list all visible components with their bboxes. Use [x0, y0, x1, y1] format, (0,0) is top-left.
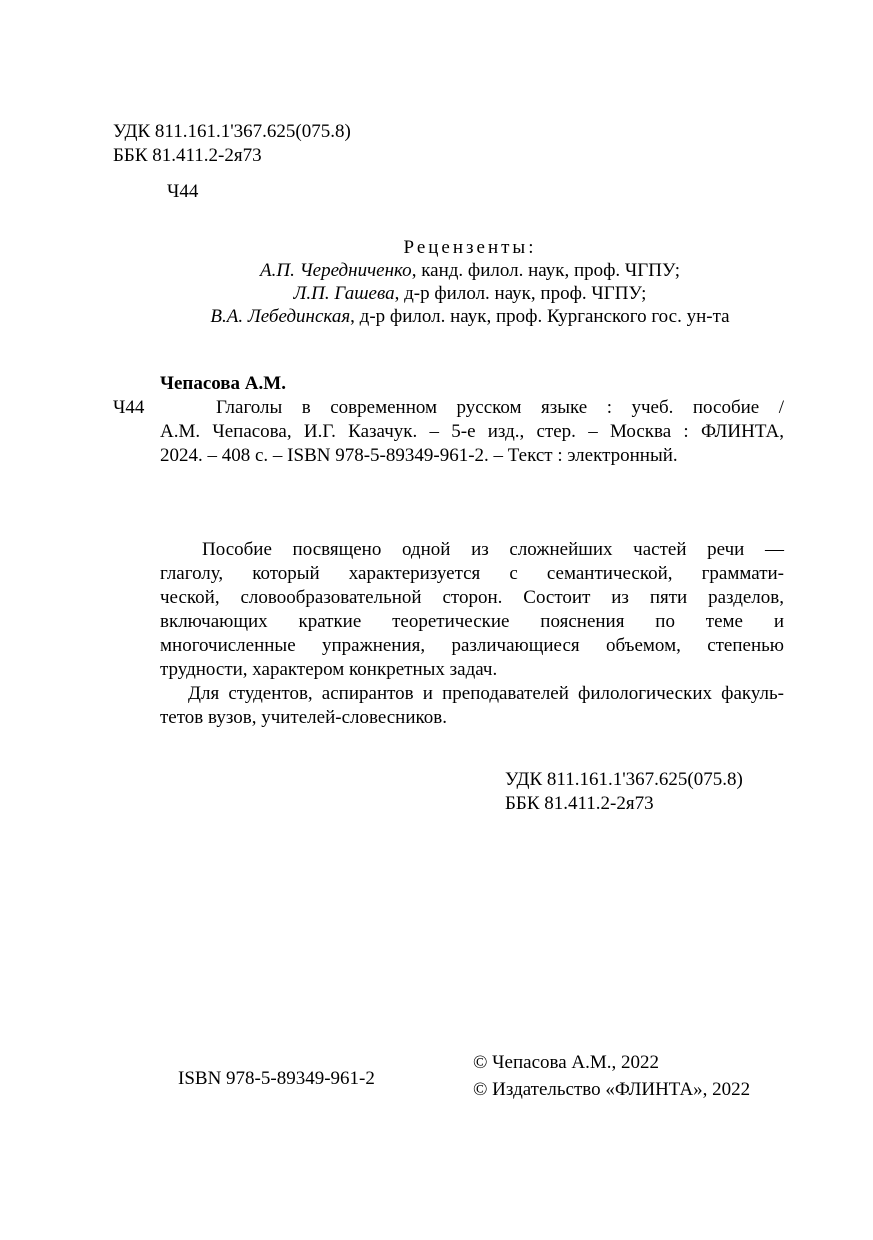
audience-line: Для студентов, аспирантов и преподавателей филологических факуль-: [188, 683, 784, 704]
bibliographic-description: [160, 396, 784, 468]
biblio-line: А.М. Чепасова, И.Г. Казачук. – 5-е изд., стер. – Москва : ФЛИНТА,: [160, 421, 784, 442]
bbk-code: ББК 81.411.2-2я73: [505, 793, 654, 814]
reviewer-line: [150, 282, 790, 305]
bbk-code: ББК 81.411.2-2я73: [113, 145, 262, 166]
reviewers-block: [150, 236, 790, 328]
top-classification: [113, 120, 351, 168]
copyright-publisher: © Издательство «ФЛИНТА», 2022: [473, 1079, 751, 1100]
isbn: ISBN 978-5-89349-961-2: [178, 1068, 375, 1089]
author-sign-mid: Ч44: [113, 397, 145, 418]
abstract-line: трудности, характером конкретных задач.: [160, 659, 498, 680]
biblio-line: 2024. – 408 с. – ISBN 978-5-89349-961-2. – Текст : электронный.: [160, 445, 678, 466]
copyright-block: [473, 1051, 750, 1105]
abstract-line: глаголу, который характеризуется с семантической, граммати-: [160, 563, 784, 584]
abstract-line: включающих краткие теоретические пояснения по теме и: [160, 611, 784, 632]
biblio-line: Глаголы в современном русском языке : учеб. пособие /: [216, 397, 784, 418]
abstract: [160, 538, 784, 730]
reviewer-line: [150, 259, 790, 282]
reviewer-details: , канд. филол. наук, проф. ЧГПУ;: [411, 260, 680, 281]
reviewer-details: , д-р филол. наук, проф. ЧГПУ;: [394, 283, 647, 304]
abstract-line: многочисленные упражнения, различающиеся объемом, степенью: [160, 635, 784, 656]
reviewer-name: А.П. Чередниченко: [260, 260, 412, 281]
udk-code: УДК 811.161.1'367.625(075.8): [505, 769, 743, 790]
abstract-line: Пособие посвящено одной из сложнейших частей речи —: [202, 539, 784, 560]
copyright-author: © Чепасова А.М., 2022: [473, 1052, 660, 1073]
reviewer-name: В.А. Лебединская: [210, 306, 351, 327]
bottom-classification: [505, 768, 743, 816]
audience-line: тетов вузов, учителей-словесников.: [160, 707, 448, 728]
author-heading: Чепасова А.М.: [160, 373, 286, 394]
reviewers-heading: Рецензенты:: [403, 237, 537, 258]
udk-code: УДК 811.161.1'367.625(075.8): [113, 121, 351, 142]
reviewer-line: [150, 305, 790, 328]
reviewer-name: Л.П. Гашева: [293, 283, 395, 304]
abstract-line: ческой, словообразовательной сторон. Состоит из пяти разделов,: [160, 587, 784, 608]
author-sign-top: Ч44: [167, 181, 199, 202]
reviewer-details: , д-р филол. наук, проф. Курганского гос. ун-та: [350, 306, 730, 327]
